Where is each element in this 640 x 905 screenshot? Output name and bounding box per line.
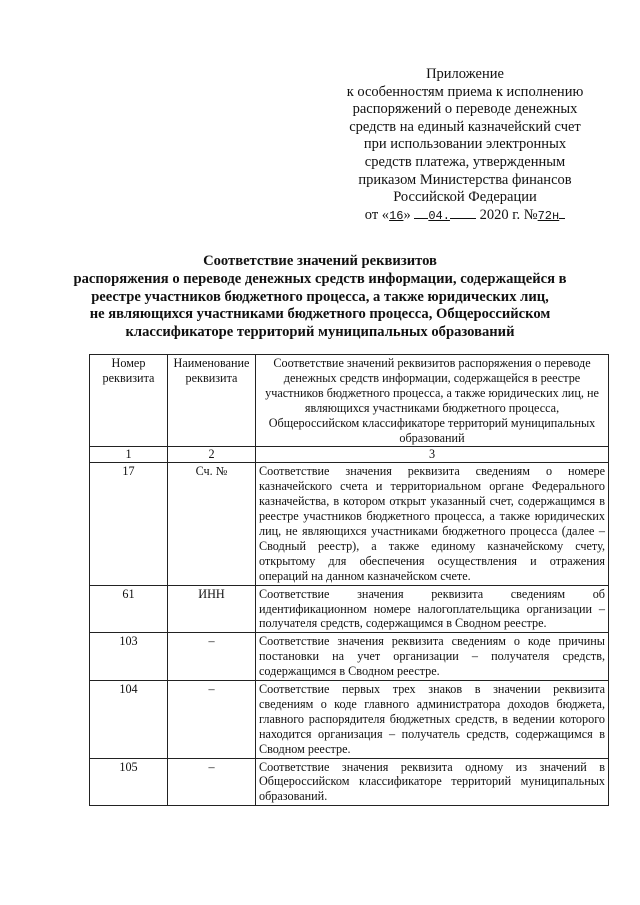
requisite-number: 61 [90,585,168,633]
column-index-row [90,447,609,463]
requisite-number: 103 [90,633,168,681]
date-day-close: » [403,206,411,223]
date-prefix: от « [364,206,390,223]
appendix-line: при использовании электронных [363,136,567,153]
appendix-line: Российской Федерации [393,189,537,206]
header-requisite-name: Наименование реквизита [168,355,256,447]
appendix-line: распоряжений о переводе денежных [352,101,578,118]
column-index: 2 [168,447,256,463]
requisite-number: 17 [90,463,168,585]
table-row [90,681,609,759]
title-line: распоряжения о переводе денежных средств информации, содержащейся в [73,270,567,287]
header-requisite-number: Номер реквизита [90,355,168,447]
title-line: не являющихся участниками бюджетного процесса, Общероссийском [89,306,551,323]
column-index: 3 [256,447,609,463]
requisite-name: Сч. № [168,463,256,585]
approval-date-line [330,207,600,226]
date-year: 2020 г. № [479,206,538,223]
appendix-line: приказом Министерства финансов [358,171,572,188]
title-line: классификаторе территорий муниципальных образований [125,324,515,341]
appendix-line: Приложение [426,66,504,82]
table-row [90,463,609,585]
appendix-header [330,66,600,225]
table-header-row [90,355,609,447]
requisite-number: 104 [90,681,168,759]
requisite-description: Соответствие значения реквизита сведениям о коде причины постановки на учет организации – получателя средств, содержащимся в Сводном реестре. [256,633,609,681]
requisite-name: – [168,681,256,759]
date-underline [414,217,428,219]
date-underline [450,217,476,219]
appendix-line: средств на единый казначейский счет [349,118,581,135]
requisite-name: ИНН [168,585,256,633]
requisite-name: – [168,633,256,681]
table-row [90,758,609,806]
requisite-name: – [168,758,256,806]
requisite-description: Соответствие первых трех знаков в значении реквизита сведениям о коде главного администратора доходов бюджета, главного распорядителя бюджетных средств, в ведении которого находится организация – получатель средств, содержащимся в Сводном реестре. [256,681,609,759]
requisites-table [89,354,609,806]
date-month: 04. [428,208,450,223]
column-index: 1 [90,447,168,463]
requisite-description: Соответствие значения реквизита сведениям об идентификационном номере налогоплательщика организации – получателя средств, содержащимся в Сводном реестре. [256,585,609,633]
appendix-line: к особенностям приема к исполнению [346,83,584,100]
title-line: реестре участников бюджетного процесса, а также юридических лиц, [91,288,549,305]
document-title [60,253,580,342]
order-underline [559,217,565,219]
date-day: 16 [389,208,404,223]
table-row [90,633,609,681]
table-row [90,585,609,633]
header-correspondence: Соответствие значений реквизитов распоряжения о переводе денежных средств информации, содержащейся в реестре участников бюджетного процесса, а также юридических лиц, не являющихся участниками бюджетного процесса, Общероссийском классификаторе территорий муниципальных образований [256,355,609,447]
appendix-line: средств платежа, утвержденным [364,153,566,170]
title-line: Соответствие значений реквизитов [203,253,437,269]
requisite-description: Соответствие значения реквизита сведениям о номере казначейского счета и территориальном органе Федерального казначейства, в котором открыт указанный счет, содержащимся в реестре участников бюджетного процесса, а также юридических лиц, не являющихся участниками бюджетного процесса (далее – Сводный реестр), а также единому казначейскому счету, открытому для обеспечения осуществления и отражения операций на данном казначейском счете. [256,463,609,585]
requisite-description: Соответствие значения реквизита одному из значений в Общероссийском классификаторе территорий муниципальных образований. [256,758,609,806]
requisite-number: 105 [90,758,168,806]
order-number: 72н [537,208,560,223]
